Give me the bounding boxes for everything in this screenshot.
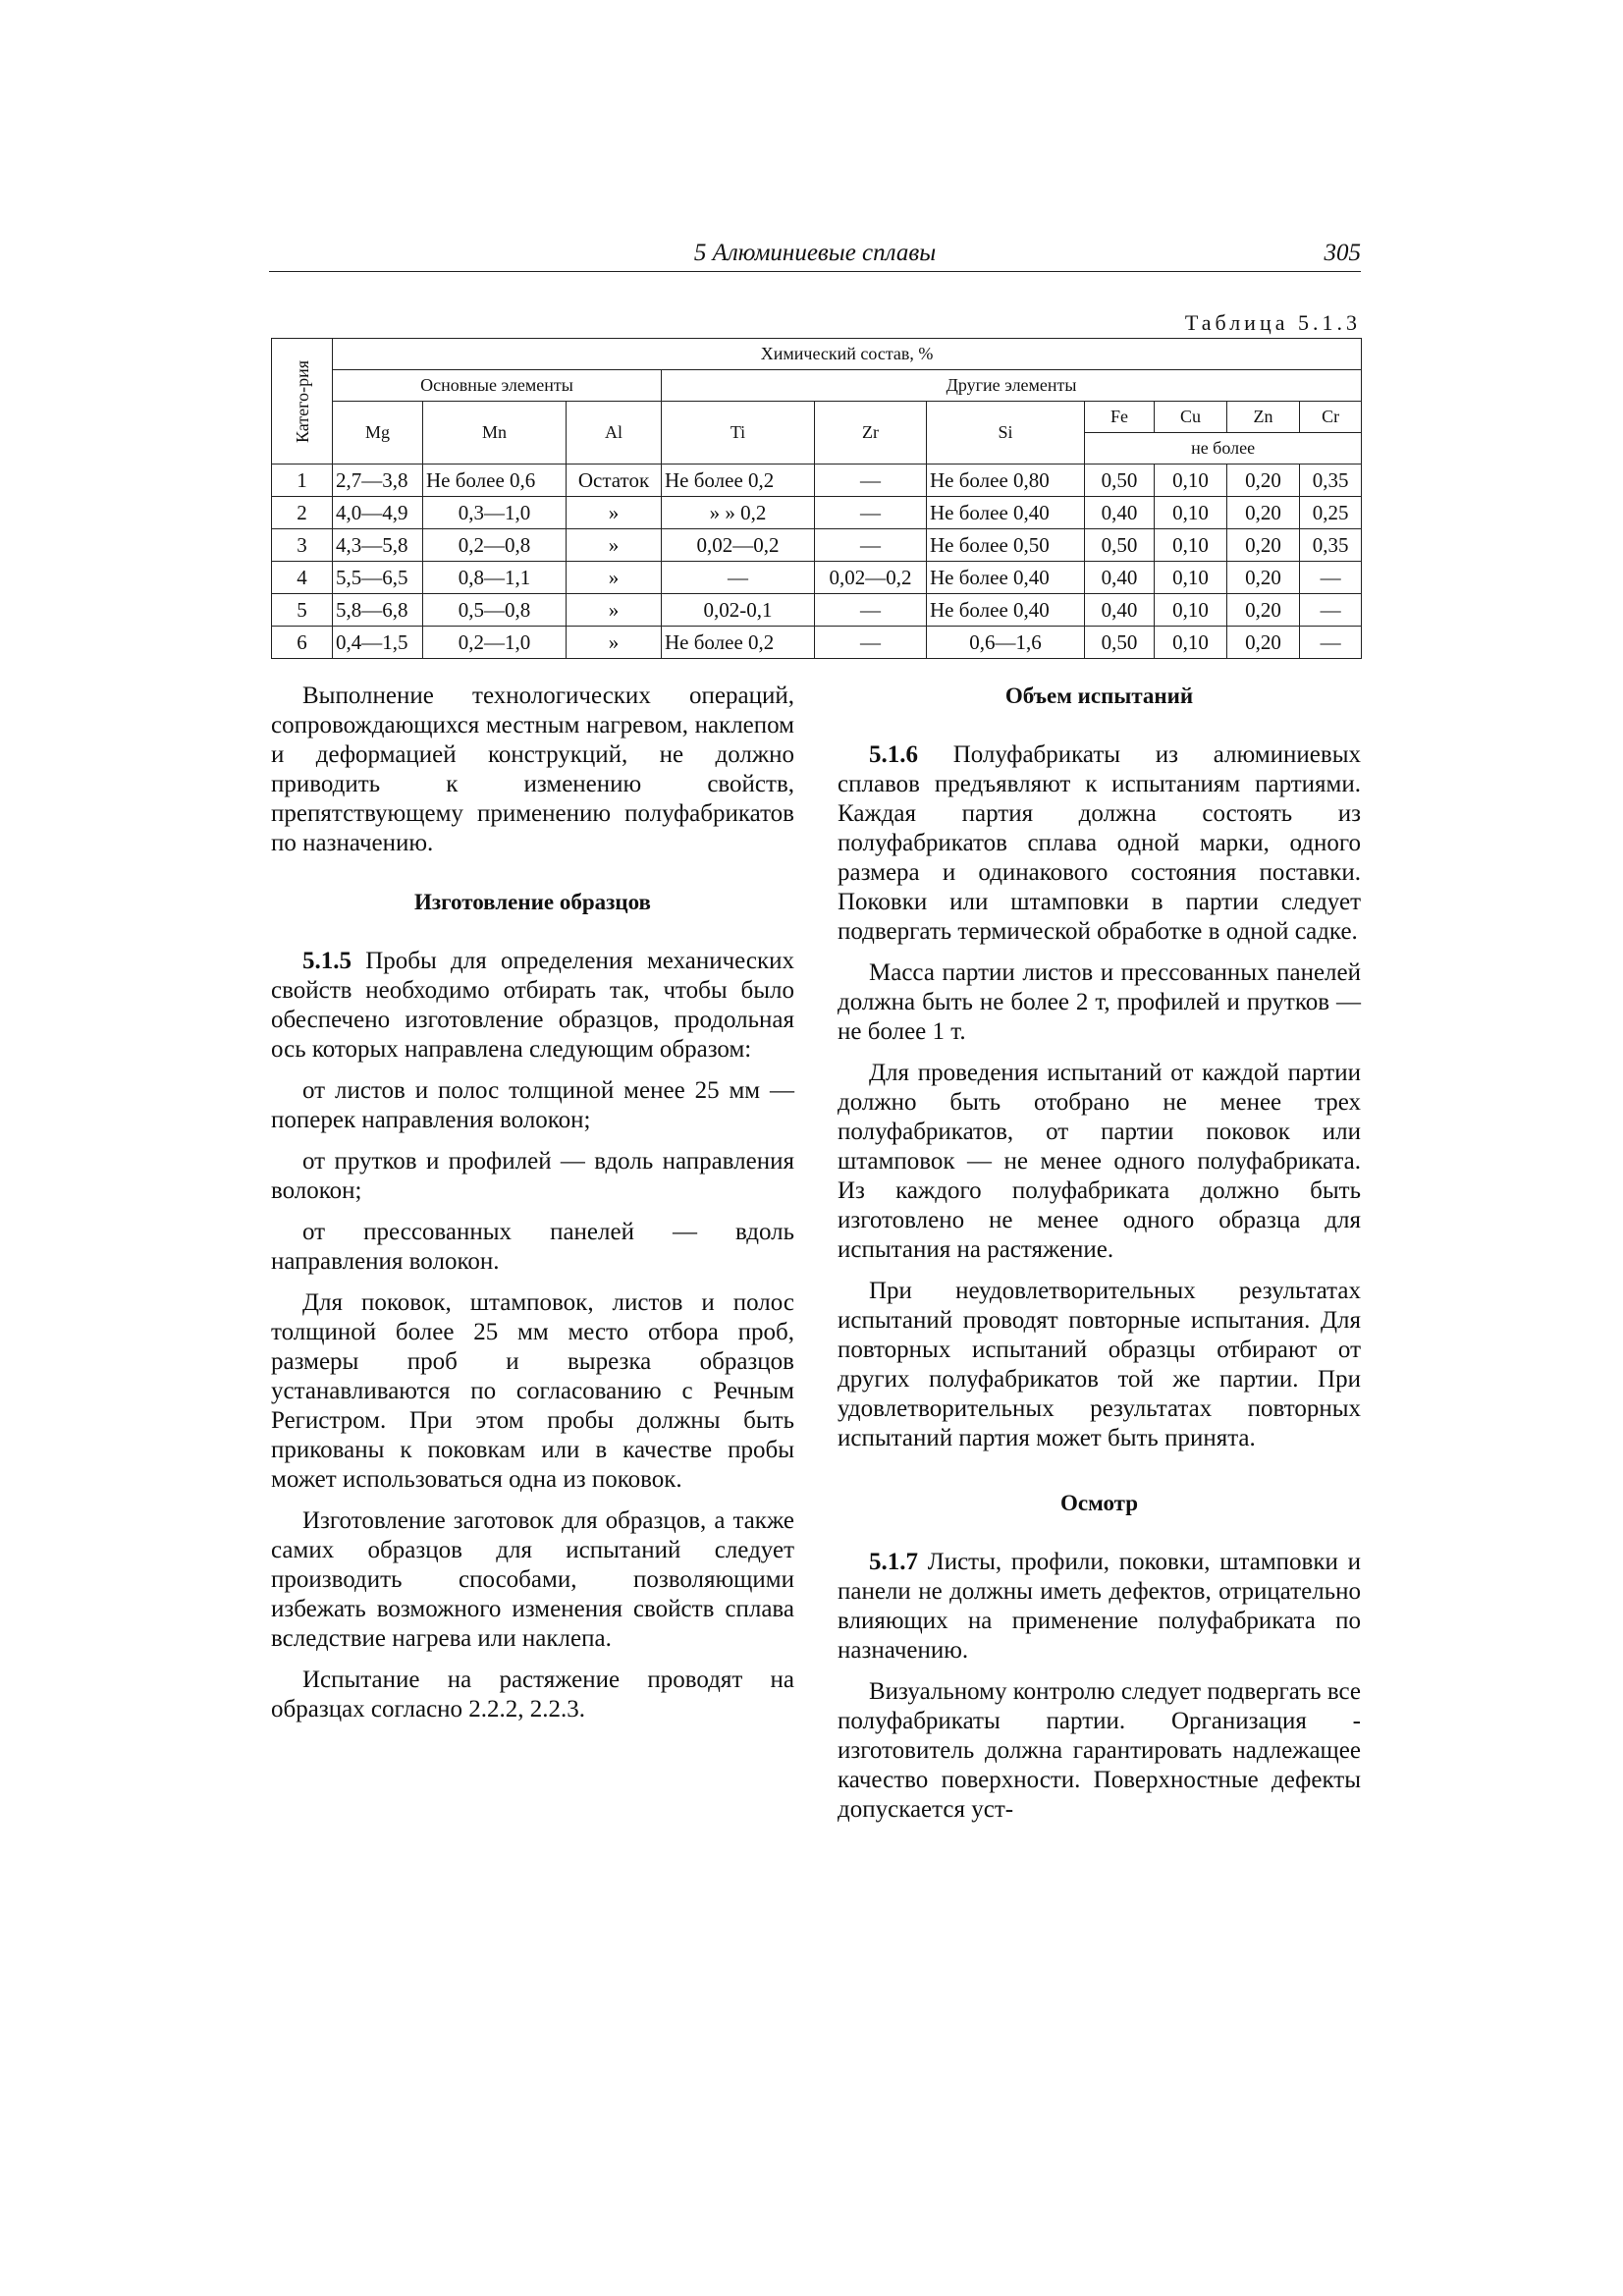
table-cell: 0,35 — [1300, 465, 1362, 497]
clause-number: 5.1.5 — [302, 948, 352, 974]
paragraph-5-1-5 — [271, 947, 794, 1065]
table-cell: 4,3—5,8 — [333, 529, 423, 562]
table-cell: 0,4—1,5 — [333, 627, 423, 659]
col-header-al: Al — [567, 402, 662, 465]
table-cell: 0,10 — [1155, 594, 1227, 627]
table-cell: 0,50 — [1085, 529, 1155, 562]
table-cell: » — [567, 529, 662, 562]
table-cell: 4 — [272, 562, 333, 594]
table-cell: Не более 0,80 — [927, 465, 1085, 497]
table-cell: Не более 0,40 — [927, 594, 1085, 627]
table-cell: 0,40 — [1085, 562, 1155, 594]
table-cell: 6 — [272, 627, 333, 659]
table-cell: 0,6—1,6 — [927, 627, 1085, 659]
paragraph: Для поковок, штамповок, листов и полос толщиной более 25 мм место отбора проб, размеры проб и вырезка образцов устанавливаются по согласованию с Речным Регистром. При этом пробы должны быть прикованы к поковкам или в качестве пробы может использоваться одна из поковок. — [271, 1289, 794, 1493]
table-caption: Таблица 5.1.3 — [1184, 310, 1361, 335]
table-cell: 0,8—1,1 — [423, 562, 567, 594]
paragraph: Визуальному контролю следует подвергать все полуфабрикаты партии. Организация - изготовитель должна гарантировать надлежащее качество поверхности. Поверхностные дефекты допускается уст- — [838, 1678, 1361, 1823]
table-cell: 0,10 — [1155, 562, 1227, 594]
left-column — [271, 682, 794, 1736]
paragraph-text: Полуфабрикаты из алюминиевых сплавов предъявляют к испытаниям партиями. Каждая партия должна состоять из полуфабрикатов сплава одной марки, одного размера и одинакового состояния поставки. Поковки или штамповки в партии следует подвергать термической обработке в одной садке. — [838, 741, 1361, 945]
table-cell: Не более 0,40 — [927, 562, 1085, 594]
section-heading-inspection: Осмотр — [1059, 1491, 1139, 1515]
page-number: 305 — [1324, 240, 1361, 266]
table-row — [272, 594, 1362, 627]
col-header-cu: Cu — [1155, 402, 1227, 433]
clause-number: 5.1.7 — [869, 1549, 918, 1575]
table-cell: 0,20 — [1227, 594, 1300, 627]
table-cell: 0,20 — [1227, 562, 1300, 594]
table-cell: 0,2—0,8 — [423, 529, 567, 562]
table-cell: — — [815, 594, 927, 627]
category-header: Катего-рия — [292, 359, 312, 443]
table-cell: — — [815, 497, 927, 529]
table-cell: 0,02—0,2 — [662, 529, 815, 562]
paragraph-5-1-6 — [838, 740, 1361, 947]
table-cell: 5 — [272, 594, 333, 627]
table-cell: Не более 0,40 — [927, 497, 1085, 529]
table-cell: 2,7—3,8 — [333, 465, 423, 497]
table-cell: Не более 0,2 — [662, 627, 815, 659]
paragraph: от прессованных панелей — вдоль направления волокон. — [271, 1219, 794, 1275]
table-cell: Не более 0,2 — [662, 465, 815, 497]
table-row — [272, 562, 1362, 594]
table-cell: — — [815, 529, 927, 562]
col-header-mn: Mn — [423, 402, 567, 465]
table-cell: 0,40 — [1085, 594, 1155, 627]
table-row — [272, 497, 1362, 529]
col-header-ti: Ti — [662, 402, 815, 465]
table-cell: — — [815, 465, 927, 497]
section-heading-specimens: Изготовление образцов — [414, 890, 651, 914]
clause-number: 5.1.6 — [869, 741, 918, 768]
paragraph-text: Листы, профили, поковки, штамповки и панели не должны иметь дефектов, отрицательно влияющих на применение полуфабриката по назначению. — [838, 1549, 1361, 1664]
table-cell: » — [567, 562, 662, 594]
header-divider — [269, 271, 1361, 272]
paragraph: Масса партии листов и прессованных панелей должна быть не более 2 т, профилей и прутков — не более 1 т. — [838, 959, 1361, 1045]
table-cell: 5,5—6,5 — [333, 562, 423, 594]
table-cell: — — [1300, 594, 1362, 627]
table-row — [272, 627, 1362, 659]
table-cell: » — [567, 627, 662, 659]
table-cell: 0,20 — [1227, 465, 1300, 497]
col-header-zr: Zr — [815, 402, 927, 465]
category-header-cell — [272, 339, 333, 465]
table-cell: » — [567, 497, 662, 529]
paragraph: Испытание на растяжение проводят на образцах согласно 2.2.2, 2.2.3. — [271, 1667, 794, 1722]
table-cell: Не более 0,50 — [927, 529, 1085, 562]
table-cell: — — [1300, 627, 1362, 659]
table-cell: — — [815, 627, 927, 659]
table-cell: 2 — [272, 497, 333, 529]
table-cell: 0,02—0,2 — [815, 562, 927, 594]
table-cell: 1 — [272, 465, 333, 497]
table-cell: 0,10 — [1155, 627, 1227, 659]
col-header-mg: Mg — [333, 402, 423, 465]
table-cell: Остаток — [567, 465, 662, 497]
paragraph-text: Пробы для определения механических свойств необходимо отбирать так, чтобы было обеспечено изготовление образцов, продольная ось которых направлена следующим образом: — [271, 948, 794, 1063]
table-cell: 0,20 — [1227, 497, 1300, 529]
paragraph: от листов и полос толщиной менее 25 мм — поперек направления волокон; — [271, 1077, 794, 1133]
table-cell: 0,35 — [1300, 529, 1362, 562]
table-cell: 0,25 — [1300, 497, 1362, 529]
paragraph: При неудовлетворительных результатах испытаний проводят повторные испытания. Для повторных испытаний образцы отбирают от других полуфабрикатов той же партии. При удовлетворительных результатах повторных испытаний партия может быть принята. — [838, 1278, 1361, 1451]
table-cell: 0,5—0,8 — [423, 594, 567, 627]
table-cell: » » 0,2 — [662, 497, 815, 529]
table-cell: — — [1300, 562, 1362, 594]
table-cell: 0,3—1,0 — [423, 497, 567, 529]
col-header-cr: Cr — [1300, 402, 1362, 433]
section-heading-test-scope: Объем испытаний — [1004, 683, 1194, 708]
table-row — [272, 465, 1362, 497]
table-cell: » — [567, 594, 662, 627]
paragraph: Для проведения испытаний от каждой партии должно быть отобрано не менее трех полуфабрикатов, от партии поковок или штамповок — не менее одного полуфабриката. Из каждого полуфабриката должно быть изготовлено не менее одного образца для испытания на растяжение. — [838, 1060, 1361, 1263]
table-cell: 5,8—6,8 — [333, 594, 423, 627]
table-row — [272, 529, 1362, 562]
chem-composition-header: Химический состав, % — [333, 339, 1362, 370]
paragraph: Изготовление заготовок для образцов, а также самих образцов для испытаний следует производить способами, позволяющими избежать возможного изменения свойств сплава вследствие нагрева или наклепа. — [271, 1507, 794, 1652]
other-elements-header: Другие элементы — [662, 370, 1362, 402]
table-cell: 0,20 — [1227, 627, 1300, 659]
paragraph-5-1-7 — [838, 1548, 1361, 1666]
table-cell: 3 — [272, 529, 333, 562]
chemical-composition-table — [271, 338, 1362, 659]
main-elements-header: Основные элементы — [333, 370, 662, 402]
table-cell: 0,02-0,1 — [662, 594, 815, 627]
table-cell: 0,2—1,0 — [423, 627, 567, 659]
paragraph: Выполнение технологических операций, сопровождающихся местным нагревом, наклепом и деформацией конструкций, не должно приводить к изменению свойств, препятствующему применению полуфабрикатов по назначению. — [271, 683, 794, 856]
table-cell: 0,10 — [1155, 465, 1227, 497]
running-title: 5 Алюминиевые сплавы — [693, 240, 937, 266]
table-cell: Не более 0,6 — [423, 465, 567, 497]
col-header-fe: Fe — [1085, 402, 1155, 433]
table-cell: 0,10 — [1155, 529, 1227, 562]
col-header-si: Si — [927, 402, 1085, 465]
table-cell: 0,50 — [1085, 627, 1155, 659]
table-cell: 0,20 — [1227, 529, 1300, 562]
paragraph: от прутков и профилей — вдоль направления волокон; — [271, 1148, 794, 1204]
table-cell: 4,0—4,9 — [333, 497, 423, 529]
right-column — [838, 682, 1361, 1836]
col-header-zn: Zn — [1227, 402, 1300, 433]
no-more-header: не более — [1085, 433, 1362, 465]
table-cell: 0,40 — [1085, 497, 1155, 529]
table-cell: 0,50 — [1085, 465, 1155, 497]
table-cell: 0,10 — [1155, 497, 1227, 529]
table-cell: — — [662, 562, 815, 594]
